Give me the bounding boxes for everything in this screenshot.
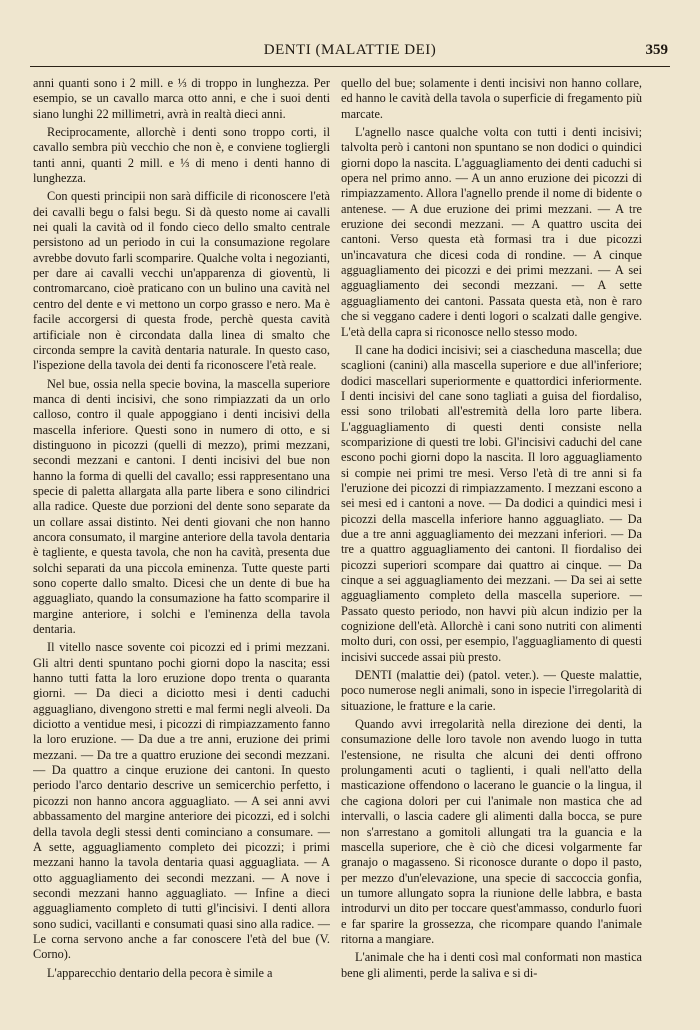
- entry-heading-paragraph: DENTI (malattie dei) (patol. veter.). — Queste malattie, poco numerose negli animali, sono in ispecie l'irregolarità di situazione, le fratture e la carie.: [341, 668, 642, 713]
- paragraph: L'agnello nasce qualche volta con tutti i denti incisivi; talvolta però i cantoni non spuntano se non dodici o quindici giorni dopo la nascita. L'agguagliamento dei denti caduchi si opera nel primo anno. — A un anno eruzione dei picozzi di rimpiazzamento. Allora l'agnello prende il nome di bidente o antenese. — A due eruzione dei primi mezzani. — A tre eruzione dei secondi mezzani. — A quattro uscita dei cantoni. Verso questa età formasi tra i due picozzi un'incavatura che dicesi coda di rondine. — A cinque agguagliamento dei picozzi e dei primi mezzani. — A sei agguagliamento dei secondi mezzani. — A sette agguagliamento dei cantoni. Passata questa età, non è raro che si veggano cadere i denti logori o scalzati dalle gengive. L'età della capra si riconosce nello stesso modo.: [341, 125, 642, 339]
- paragraph: Nel bue, ossia nella specie bovina, la mascella superiore manca di denti incisivi, che sono rimpiazzati da un orlo calloso, contro il quale appoggiano i denti incisivi della mascella inferiore. Questi sono in numero di otto, e si distinguono in picozzi (quelli di mezzo), primi mezzani, secondi mezzani e cantoni. I denti incisivi del bue non hanno la forma di quelli del cavallo; essi rappresentano una specie di paletta allargata alla parte libera e sono cilindrici alla radice. Queste due porzioni del dente sono separate da un collare assai distinto. Nei denti giovani che non hanno ancora consumato, il margine anteriore della tavola dentaria è tagliente, e questa tavola, che non ha cavità, presenta due solchi separati da una piccola eminenza. Tutte queste parti sono coperte dallo smalto. Dicesi che un dente di bue ha agguagliato, quando la consumazione ha fatto scomparire il margine anteriore, i solchi e l'eminenza della tavola dentaria.: [33, 376, 330, 637]
- right-column: [341, 76, 642, 1010]
- paragraph: quello del bue; solamente i denti incisivi non hanno collare, ed hanno le cavità della tavola o superficie di fregamento più marcate.: [341, 76, 642, 121]
- paragraph: L'apparecchio dentario della pecora è simile a: [47, 965, 273, 980]
- paragraph: L'animale che ha i denti così mal conformati non mastica bene gli alimenti, perde la saliva e si di-: [341, 950, 642, 980]
- running-header: [30, 40, 670, 64]
- paragraph: Il vitello nasce sovente coi picozzi ed i primi mezzani. Gli altri denti spuntano pochi giorni dopo la nascita; essi hanno tutti fatta la loro eruzione dopo trenta o quaranta giorni. — Da dieci a diciotto mesi i denti caduchi agguagliano, divengono stretti e mal fermi negli alveoli. Da diciotto a ventidue mesi, i picozzi di rimpiazzamento fanno la loro eruzione. — Da due a tre anni, eruzione dei primi mezzani. — Da tre a quattro eruzione dei secondi mezzani. — Da quattro a cinque eruzione dei cantoni. In questo periodo l'arco dentario descrive un semicerchio perfetto, i picozzi non hanno ancora agguagliato. — A sei anni avvi abbassamento del margine anteriore dei picozzi, ed i solchi della tavola degli stessi denti cominciano a consumare. — A sette, agguagliamento completo dei picozzi; i primi mezzani hanno la tavola dentaria quasi agguagliata. — A otto agguagliamento dei secondi mezzani. — A nove i secondi mezzani hanno agguagliato. — Infine a dieci agguagliamento completo di tutti gl'incisivi. I denti allora sono sudici, vacillanti e consumati quasi sino alla radice. — Le corna servono anche a far conoscere l'età del bue (V. Corno).: [33, 640, 330, 962]
- page-number: 359: [645, 42, 668, 58]
- left-column: [33, 76, 330, 1010]
- header-rule: [30, 66, 670, 67]
- paragraph: anni quanti sono i 2 mill. e ⅓ di troppo in lunghezza. Per esempio, se un cavallo marca otto anni, e che i suoi denti siano lunghi 22 millimetri, avrà in realtà dieci anni.: [33, 76, 330, 121]
- running-title: DENTI (MALATTIE DEI): [263, 42, 437, 58]
- paragraph: Il cane ha dodici incisivi; sei a ciascheduna mascella; due scaglioni (canini) alla mascella superiore e due all'inferiore; dodici mascellari superiormente e quattordici inferiormente. I denti incisivi del cane sono tagliati a guisa del fiordaliso, essi sono trilobati all'estremità della loro parte libera. L'agguagliamento di questi denti consiste nella scomparizione di questi tre lobi. Gl'incisivi caduchi del cane escono pochi giorni dopo la nascita. Il loro agguagliamento si compie nei primi tre mesi. Verso l'età di tre anni si fa l'eruzione dei picozzi di rimpiazzamento. I mezzani escono a sei mesi ed i cantoni a nove. — Da dodici a quindici mesi i picozzi della mascella inferiore hanno agguagliato. — Da due a tre anni agguagliamento dei mezzani inferiori. — Da tre a quattro agguagliamento dei cantoni. Il fiordaliso dei picozzi superiori scompare dai quattro ai cinque. — Da cinque a sei agguagliamento dei mezzani. — Da sei ai sette agguagliamento completo della mascella superiore. — Passato questo periodo, non havvi più alcun indizio per la cognizione dell'età. Allorchè i cani sono nutriti con alimenti molto duri, con ossi, per esempio, l'agguagliamento di questi incisivi succede assai più presto.: [341, 342, 642, 664]
- paragraph: Reciprocamente, allorchè i denti sono troppo corti, il cavallo sembra più vecchio che non è, e conviene togliergli tanti anni, quanti 2 mill. e ⅓ di meno i denti hanno di lunghezza.: [33, 125, 330, 186]
- paragraph: Con questi principii non sarà difficile di riconoscere l'età dei cavalli begu o falsi begu. Si dà questo nome ai cavalli nei quali la cavità od il fondo cieco dello smalto centrale persistono ad un periodo in cui la consumazione regolare avrebbe dovuto farli scomparire. Qualche volta i negozianti, per dare ai cavalli vecchi un'apparenza di gioventù, li contromarcano, cioè praticano con un bulino una cavità nel centro del dente e vi mettono un corpo grasso e nero. Ma è facile accorgersi di questa frode, perchè questa cavità artificiale non è circondata dalla linea di smalto che circonda sempre la cavità dentaria naturale. In questo caso, l'ispezione della tavola dei denti fa riconoscere l'età reale.: [33, 189, 330, 373]
- paragraph: Quando avvi irregolarità nella direzione dei denti, la consumazione delle loro tavole non avendo luogo in tutta l'estensione, ne risulta che alcuni dei denti offrono prolungamenti acuti o taglienti, i quali nell'atto della masticazione offendono o lacerano le guancie o la lingua, il che cagiona dolori per cui l'animale non mastica che ad intervalli, o lascia cadere gli alimenti dalla bocca, se pure non s'arrestano a gomitoli allungati tra la guancia e la mascella superiore, che è ciò che dicesi volgarmente far granajo o magasseno. Si riconosce durante o dopo il pasto, per mezzo d'un'elevazione, una specie di saccoccia gonfia, un tumore allungato sopra la riunione delle labbra, e basta introdurvi un dito per toccare quest'ammasso, condurlo fuori e far sparire la grossezza, che ricompare quando l'animale ritorna a mangiare.: [341, 717, 642, 946]
